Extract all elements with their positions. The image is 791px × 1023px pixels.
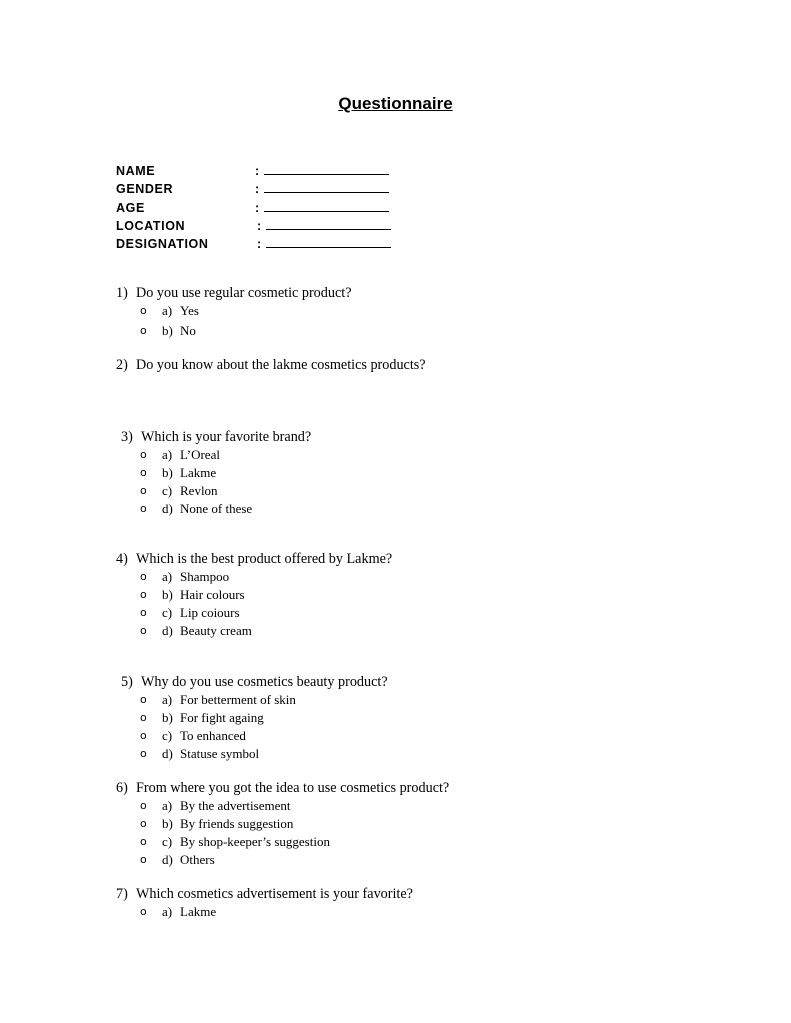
- option-letter: c): [162, 834, 173, 849]
- option-letter: d): [162, 852, 173, 867]
- option-letter: a): [162, 692, 173, 707]
- question-text: Which cosmetics advertisement is your favorite?: [136, 886, 413, 902]
- bullet-icon: o: [140, 853, 147, 866]
- option-none[interactable]: [116, 500, 311, 518]
- option-letter: d): [162, 501, 173, 516]
- location-blank[interactable]: [266, 229, 391, 230]
- bullet-icon: o: [140, 905, 147, 918]
- option-loreal[interactable]: [116, 446, 311, 464]
- field-colon: :: [257, 218, 262, 233]
- age-blank[interactable]: [264, 211, 389, 212]
- bullet-icon: o: [140, 570, 147, 583]
- option-letter: c): [162, 483, 173, 498]
- option-letter: d): [162, 746, 173, 761]
- bullet-icon: o: [140, 606, 147, 619]
- field-label: DESIGNATION: [116, 237, 209, 252]
- option-text: By friends suggestion: [180, 816, 294, 831]
- option-lakme-ad[interactable]: [116, 903, 413, 921]
- question-7: [116, 886, 413, 921]
- option-text: To enhanced: [180, 728, 246, 743]
- option-letter: b): [162, 465, 173, 480]
- bullet-icon: o: [140, 448, 147, 461]
- option-list: [116, 302, 352, 340]
- option-ageing[interactable]: [116, 709, 388, 727]
- option-list: [116, 797, 449, 869]
- question-number: 3): [121, 429, 133, 445]
- question-number: 5): [121, 674, 133, 690]
- option-text: Lakme: [180, 465, 217, 480]
- field-colon: :: [257, 237, 262, 252]
- option-letter: b): [162, 816, 173, 831]
- question-number: 1): [116, 285, 128, 301]
- option-text: Hair colours: [180, 587, 245, 602]
- field-colon: :: [255, 200, 260, 215]
- question-number: 2): [116, 357, 128, 373]
- option-letter: b): [162, 587, 173, 602]
- bullet-icon: o: [140, 466, 147, 479]
- bullet-icon: o: [140, 304, 147, 317]
- option-letter: a): [162, 447, 173, 462]
- option-letter: b): [162, 323, 173, 338]
- page-title: Questionnaire: [338, 94, 453, 113]
- option-yes[interactable]: [116, 302, 352, 320]
- field-colon: :: [255, 164, 260, 178]
- option-advertisement[interactable]: [116, 797, 449, 815]
- question-text: Why do you use cosmetics beauty product?: [141, 674, 388, 690]
- bullet-icon: o: [140, 835, 147, 848]
- question-text: Do you know about the lakme cosmetics products?: [136, 357, 426, 373]
- option-letter: a): [162, 569, 173, 584]
- field-colon: :: [255, 182, 260, 197]
- option-text: Yes: [180, 303, 199, 318]
- question-text: Do you use regular cosmetic product?: [136, 285, 352, 301]
- option-text: Revlon: [180, 483, 218, 498]
- designation-blank[interactable]: [266, 247, 391, 248]
- option-letter: a): [162, 904, 173, 919]
- bullet-icon: o: [140, 711, 147, 724]
- option-text: Others: [180, 852, 215, 867]
- option-status[interactable]: [116, 745, 388, 763]
- option-text: By the advertisement: [180, 798, 291, 813]
- option-beauty-cream[interactable]: [116, 622, 392, 640]
- question-3: [121, 429, 311, 518]
- bullet-icon: o: [140, 799, 147, 812]
- option-skin[interactable]: [116, 691, 388, 709]
- question-number: 6): [116, 780, 128, 796]
- bullet-icon: o: [140, 624, 147, 637]
- question-5: [121, 674, 388, 763]
- question-number: 7): [116, 886, 128, 902]
- bullet-icon: o: [140, 693, 147, 706]
- bullet-icon: o: [140, 324, 147, 337]
- option-text: For betterment of skin: [180, 692, 296, 707]
- field-label: AGE: [116, 200, 145, 215]
- field-label: NAME: [116, 164, 156, 178]
- option-letter: b): [162, 710, 173, 725]
- option-text: Statuse symbol: [180, 746, 260, 761]
- option-lip-colours[interactable]: [116, 604, 392, 622]
- option-text: For fight againg: [180, 710, 264, 725]
- option-list: [116, 691, 388, 763]
- option-letter: c): [162, 728, 173, 743]
- option-list: [116, 568, 392, 640]
- question-text: From where you got the idea to use cosmetics product?: [136, 780, 450, 796]
- option-friends[interactable]: [116, 815, 449, 833]
- option-text: Lip coiours: [180, 605, 240, 620]
- field-label: GENDER: [116, 182, 174, 197]
- option-text: Beauty cream: [180, 623, 252, 638]
- bullet-icon: o: [140, 817, 147, 830]
- bullet-icon: o: [140, 588, 147, 601]
- question-number: 4): [116, 551, 128, 567]
- option-revlon[interactable]: [116, 482, 311, 500]
- field-label: LOCATION: [116, 218, 186, 233]
- question-1: [116, 285, 352, 340]
- option-text: None of these: [180, 501, 253, 516]
- option-text: No: [180, 323, 196, 338]
- option-list: [116, 446, 311, 518]
- option-list: [116, 903, 413, 921]
- option-lakme[interactable]: [116, 464, 311, 482]
- option-others[interactable]: [116, 851, 449, 869]
- question-2: [116, 357, 426, 374]
- option-text: Lakme: [180, 904, 217, 919]
- option-text: L’Oreal: [180, 447, 220, 462]
- gender-blank[interactable]: [264, 192, 389, 193]
- option-letter: d): [162, 623, 173, 638]
- name-blank[interactable]: [264, 174, 389, 175]
- option-text: By shop-keeper’s suggestion: [180, 834, 330, 849]
- option-shampoo[interactable]: [116, 568, 392, 586]
- option-letter: a): [162, 798, 173, 813]
- option-letter: a): [162, 303, 173, 318]
- option-shopkeeper[interactable]: [116, 833, 449, 851]
- question-text: Which is the best product offered by Lakme?: [136, 551, 393, 567]
- question-text: Which is your favorite brand?: [141, 429, 312, 445]
- option-text: Shampoo: [180, 569, 230, 584]
- option-hair-colours[interactable]: [116, 586, 392, 604]
- bullet-icon: o: [140, 747, 147, 760]
- question-4: [116, 551, 392, 640]
- question-6: [116, 780, 449, 869]
- option-letter: c): [162, 605, 173, 620]
- option-enhance[interactable]: [116, 727, 388, 745]
- bullet-icon: o: [140, 729, 147, 742]
- option-no[interactable]: [116, 322, 352, 340]
- bullet-icon: o: [140, 484, 147, 497]
- bullet-icon: o: [140, 502, 147, 515]
